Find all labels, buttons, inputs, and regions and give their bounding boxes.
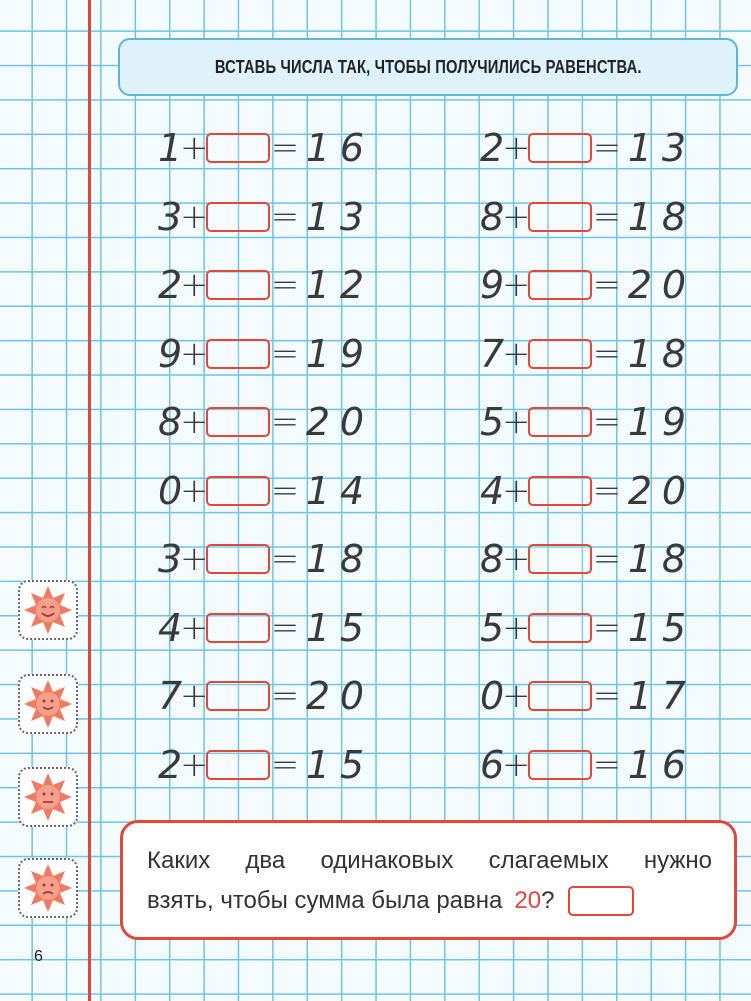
plus-sign: + — [502, 196, 531, 237]
result-digit: 0 — [661, 468, 687, 513]
addend-digit: 2 — [158, 263, 183, 307]
equation-row — [158, 402, 366, 442]
addend-digit: 7 — [158, 674, 183, 718]
plus-sign: + — [180, 470, 209, 511]
answer-box[interactable] — [568, 886, 634, 916]
question-number: 20 — [514, 887, 542, 914]
smiling-sun-icon — [22, 584, 74, 636]
result-number — [304, 742, 366, 787]
equation-row — [480, 676, 688, 716]
result-digit: 9 — [339, 331, 365, 376]
addend-digit: 8 — [480, 194, 505, 239]
addend-digit: 2 — [158, 742, 183, 787]
notebook-margin-line — [88, 0, 91, 1001]
result-number — [626, 676, 688, 716]
equals-sign: = — [592, 333, 622, 374]
plus-sign: + — [180, 128, 209, 168]
answer-input-box[interactable] — [206, 681, 270, 711]
result-digit: 0 — [339, 400, 365, 444]
equals-sign: = — [270, 676, 300, 716]
addend-digit: 4 — [158, 605, 183, 650]
sad-sun-icon — [22, 862, 74, 914]
result-digit: 1 — [305, 742, 331, 787]
sticker-smiling-sun[interactable] — [18, 580, 78, 640]
equation-row — [158, 676, 366, 716]
instruction-text: ВСТАВЬ ЧИСЛА ТАК, ЧТОБЫ ПОЛУЧИЛИСЬ РАВЕНСТВА. — [214, 56, 642, 77]
plus-sign: + — [180, 333, 209, 374]
result-digit: 8 — [661, 194, 687, 239]
question-line-2 — [147, 881, 712, 921]
question-word: Каких — [147, 847, 211, 874]
result-digit: 5 — [661, 605, 687, 650]
question-mark: ? — [541, 887, 555, 914]
equals-sign: = — [270, 539, 300, 579]
answer-input-box[interactable] — [206, 339, 270, 369]
addend-digit: 1 — [158, 126, 183, 170]
result-number — [626, 539, 688, 579]
equals-sign: = — [270, 607, 300, 648]
equation-row — [158, 539, 366, 579]
answer-input-box[interactable] — [528, 407, 592, 437]
addend-digit: 8 — [480, 537, 505, 581]
plus-sign: + — [502, 402, 531, 442]
result-number — [304, 468, 366, 513]
result-number — [626, 742, 688, 787]
question-word: одинаковых — [320, 847, 454, 874]
equals-sign: = — [592, 676, 622, 716]
equation-row — [158, 128, 366, 168]
result-digit: 2 — [305, 674, 331, 718]
plus-sign: + — [180, 676, 209, 716]
equation-row — [480, 742, 688, 787]
equation-row — [158, 194, 366, 239]
plus-sign: + — [502, 676, 531, 716]
result-digit: 2 — [305, 400, 331, 444]
equals-sign: = — [592, 402, 622, 442]
result-digit: 5 — [339, 605, 365, 650]
equation-row — [480, 128, 688, 168]
result-digit: 9 — [661, 400, 687, 444]
addend-digit: 4 — [480, 468, 505, 513]
plus-sign: + — [180, 744, 209, 785]
equation-row — [480, 331, 688, 376]
plus-sign: + — [502, 607, 531, 648]
answer-input-box[interactable] — [206, 544, 270, 574]
answer-input-box[interactable] — [206, 407, 270, 437]
result-digit: 8 — [661, 537, 687, 581]
equation-row — [480, 539, 688, 579]
result-digit: 8 — [661, 331, 687, 376]
equation-row — [480, 194, 688, 239]
instruction-banner — [118, 38, 738, 96]
addend-digit: 0 — [158, 468, 183, 513]
result-digit: 2 — [339, 263, 365, 307]
addend-digit: 9 — [480, 263, 505, 307]
question-text: взять, чтобы сумма была равна — [147, 887, 503, 914]
result-number — [304, 539, 366, 579]
plus-sign: + — [502, 265, 531, 305]
result-digit: 8 — [339, 537, 365, 581]
result-digit: 5 — [339, 742, 365, 787]
result-digit: 1 — [305, 194, 331, 239]
sticker-neutral-sun[interactable] — [18, 767, 78, 827]
equals-sign: = — [592, 196, 622, 237]
equals-sign: = — [592, 744, 622, 785]
result-digit: 1 — [305, 537, 331, 581]
result-digit: 1 — [627, 674, 653, 718]
addend-digit: 5 — [480, 400, 505, 444]
result-number — [304, 402, 366, 442]
page-number: 6 — [34, 948, 43, 965]
result-number — [304, 676, 366, 716]
equals-sign: = — [592, 128, 622, 168]
result-digit: 1 — [305, 126, 331, 170]
result-digit: 1 — [627, 742, 653, 787]
answer-input-box[interactable] — [206, 750, 270, 780]
result-number — [626, 605, 688, 650]
result-digit: 1 — [305, 331, 331, 376]
neutral-sun-icon — [22, 771, 74, 823]
result-number — [626, 265, 688, 305]
result-number — [304, 605, 366, 650]
addend-digit: 9 — [158, 331, 183, 376]
answer-input-box[interactable] — [528, 544, 592, 574]
result-digit: 1 — [305, 468, 331, 513]
plus-sign: + — [180, 402, 209, 442]
result-digit: 6 — [339, 126, 365, 170]
equals-sign: = — [592, 265, 622, 305]
addend-digit: 6 — [480, 742, 505, 787]
answer-input-box[interactable] — [206, 476, 270, 506]
plus-sign: + — [180, 265, 209, 305]
equals-sign: = — [592, 539, 622, 579]
answer-input-box[interactable] — [206, 133, 270, 163]
addend-digit: 3 — [158, 537, 183, 581]
result-number — [304, 265, 366, 305]
result-digit: 1 — [627, 537, 653, 581]
result-digit: 6 — [661, 742, 687, 787]
result-digit: 3 — [339, 194, 365, 239]
plus-sign: + — [180, 539, 209, 579]
result-number — [626, 402, 688, 442]
plus-sign: + — [502, 333, 531, 374]
result-digit: 2 — [627, 468, 653, 513]
result-number — [304, 194, 366, 239]
equation-row — [480, 605, 688, 650]
equation-row — [158, 742, 366, 787]
plus-sign: + — [502, 128, 531, 168]
question-word: два — [245, 847, 286, 874]
addend-digit: 0 — [480, 674, 505, 718]
addend-digit: 7 — [480, 331, 505, 376]
plus-sign: + — [502, 539, 531, 579]
addend-digit: 5 — [480, 605, 505, 650]
result-number — [626, 331, 688, 376]
answer-input-box[interactable] — [528, 681, 592, 711]
answer-input-box[interactable] — [528, 750, 592, 780]
equation-row — [480, 468, 688, 513]
sticker-happy-sun[interactable] — [18, 674, 78, 734]
addend-digit: 2 — [480, 126, 505, 170]
happy-sun-icon — [22, 678, 74, 730]
result-number — [626, 128, 688, 168]
result-digit: 3 — [661, 126, 687, 170]
result-digit: 2 — [627, 263, 653, 307]
sticker-sad-sun[interactable] — [18, 858, 78, 918]
answer-input-box[interactable] — [206, 202, 270, 232]
equation-row — [480, 265, 688, 305]
result-digit: 7 — [661, 674, 687, 718]
equals-sign: = — [592, 607, 622, 648]
result-digit: 1 — [305, 263, 331, 307]
result-digit: 0 — [339, 674, 365, 718]
equals-sign: = — [270, 128, 300, 168]
equation-row — [158, 331, 366, 376]
question-line-1 — [147, 841, 712, 881]
result-digit: 1 — [627, 194, 653, 239]
result-digit: 1 — [627, 400, 653, 444]
result-number — [304, 128, 366, 168]
equals-sign: = — [592, 470, 622, 511]
plus-sign: + — [502, 744, 531, 785]
plus-sign: + — [180, 196, 209, 237]
answer-input-box[interactable] — [528, 270, 592, 300]
answer-input-box[interactable] — [206, 270, 270, 300]
answer-input-box[interactable] — [528, 613, 592, 643]
result-digit: 1 — [627, 605, 653, 650]
equals-sign: = — [270, 333, 300, 374]
equation-row — [158, 265, 366, 305]
equation-row — [158, 605, 366, 650]
addend-digit: 8 — [158, 400, 183, 444]
question-box — [120, 820, 737, 940]
question-word: нужно — [643, 847, 712, 874]
plus-sign: + — [180, 607, 209, 648]
equation-row — [158, 468, 366, 513]
result-digit: 1 — [627, 126, 653, 170]
result-digit: 1 — [627, 331, 653, 376]
equals-sign: = — [270, 265, 300, 305]
equation-row — [480, 402, 688, 442]
equals-sign: = — [270, 470, 300, 511]
result-number — [626, 194, 688, 239]
result-number — [304, 331, 366, 376]
equals-sign: = — [270, 402, 300, 442]
equals-sign: = — [270, 196, 300, 237]
addend-digit: 3 — [158, 194, 183, 239]
answer-input-box[interactable] — [528, 339, 592, 369]
plus-sign: + — [502, 470, 531, 511]
result-digit: 0 — [661, 263, 687, 307]
answer-input-box[interactable] — [528, 133, 592, 163]
answer-input-box[interactable] — [206, 613, 270, 643]
question-word: слагаемых — [488, 847, 609, 874]
result-digit: 4 — [339, 468, 365, 513]
result-number — [626, 468, 688, 513]
answer-input-box[interactable] — [528, 202, 592, 232]
answer-input-box[interactable] — [528, 476, 592, 506]
equals-sign: = — [270, 744, 300, 785]
result-digit: 1 — [305, 605, 331, 650]
